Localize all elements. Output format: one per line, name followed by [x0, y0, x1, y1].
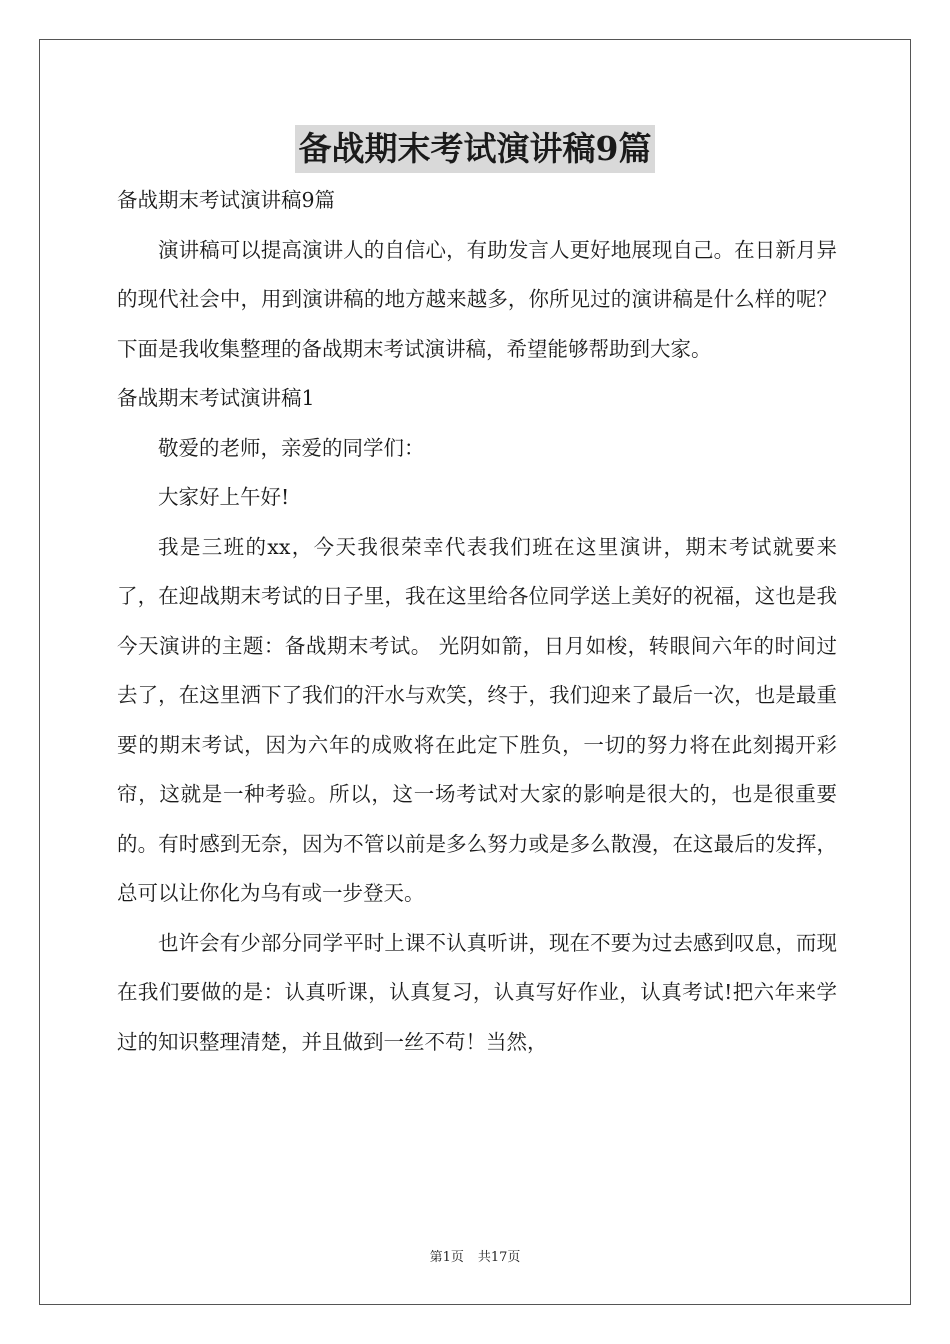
title-container: [0, 125, 950, 173]
intro-paragraph: 演讲稿可以提高演讲人的自信心，有助发言人更好地展现自己。在日新月异的现代社会中，用到演讲稿的地方越来越多，你所见过的演讲稿是什么样的呢？下面是我收集整理的备战期末考试演讲稿，希望能够帮助到大家。: [117, 237, 837, 361]
section-heading-1: 备战期末考试演讲稿1: [117, 386, 315, 410]
document-body: [117, 176, 837, 1067]
page-total: 共17页: [477, 1250, 521, 1265]
salutation: 敬爱的老师，亲爱的同学们：: [158, 435, 425, 460]
page-footer: [0, 1246, 950, 1265]
page-number: 第1页: [429, 1250, 464, 1265]
document-title: 备战期末考试演讲稿9篇: [295, 125, 656, 173]
greeting: 大家好上午好!: [158, 485, 290, 509]
document-subtitle: 备战期末考试演讲稿9篇: [117, 188, 336, 212]
speech-paragraph-2: 也许会有少部分同学平时上课不认真听讲，现在不要为过去感到叹息，而现在我们要做的是：认真听课，认真复习，认真写好作业，认真考试!把六年来学过的知识整理清楚，并且做到一丝不苟！当然，: [117, 930, 837, 1054]
speech-paragraph-1: 我是三班的xx，今天我很荣幸代表我们班在这里演讲，期末考试就要来了，在迎战期末考试的日子里，我在这里给各位同学送上美好的祝福，这也是我今天演讲的主题：备战期末考试。 光阴如箭，日月如梭，转眼间六年的时间过去了，在这里洒下了我们的汗水与欢笑，终于，我们迎来了最后一次，也是最重要的期末考试，因为六年的成败将在此定下胜负，一切的努力将在此刻揭开彩帘，这就是一种考验。所以，这一场考试对大家的影响是很大的，也是很重要的。有时感到无奈，因为不管以前是多么努力或是多么散漫，在这最后的发挥，总可以让你化为乌有或一步登天。: [117, 534, 837, 905]
